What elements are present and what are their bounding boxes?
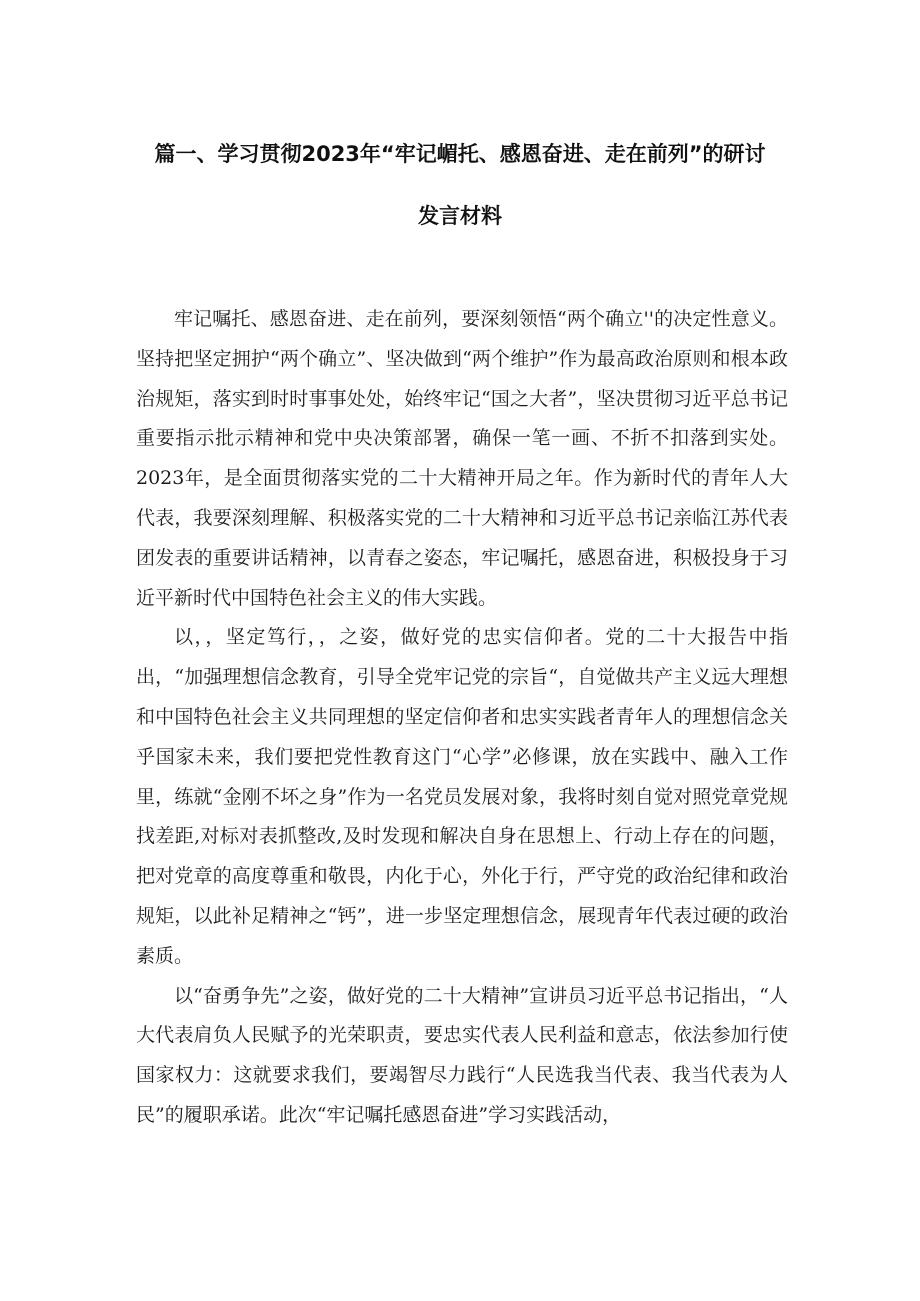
paragraph-3: 以“奋勇争先”之姿，做好党的二十大精神”宣讲员习近平总书记指出，“人大代表肩负人民赋予的光荣职责，要忠实代表人民利益和意志，依法参加行使国家权力：这就要求我们，要竭智尽力践行“人民选我当代表、我当代表为人民”的履职承诺。此次“牢记嘱托感恩奋进”学习实践活动，	[136, 984, 788, 1126]
document-title-line-1: 篇一、学习贯彻2023年“牢记嵋托、感恩奋进、走在前列”的研讨	[154, 142, 766, 166]
paragraph-1: 牢记嘱托、感恩奋进、走在前列，要深刻领悟“两个确立''的决定性意义。坚持把坚定拥护“两个确立”、坚决做到“两个维护”作为最高政治原则和根本政治规矩，落实到时时事事处处，始终牢记“国之大者”，坚决贯彻习近平总书记重要指示批示精神和党中央决策部署，确保一笔一画、不折不扣落到实处。2023年，是全面贯彻落实党的二十大精神开局之年。作为新时代的青年人大代表，我要深刻理解、积极落实党的二十大精神和习近平总书记亲临江苏代表团发表的重要讲话精神，以青春之姿态，牢记嘱托，感恩奋进，积极投身于习近平新时代中国特色社会主义的伟大实践。	[136, 308, 788, 609]
document-title-line-2: 发言材料	[418, 204, 502, 228]
document-body	[136, 300, 788, 1136]
paragraph-2: 以，，坚定笃行，，之姿，做好党的忠实信仰者。党的二十大报告中指出，“加强理想信念教育，引导全党牢记党的宗旨“，自觉做共产主义远大理想和中国特色社会主义共同理想的坚定信仰者和忠实实践者青年人的理想信念关乎国家未来，我们要把党性教育这门“心学”必修课，放在实践中、融入工作里，练就“金刚不坏之身”作为一名党员发展对象，我将时刻自觉对照党章党规找差距,对标对表抓整改,及时发现和解决自身在思想上、行动上存在的问题，把对党章的高度尊重和敬畏，内化于心，外化于行，严守党的政治纪律和政治规矩，以此补足精神之“钙”，进一步坚定理想信念，展现青年代表过硬的政治素质。	[136, 626, 788, 967]
